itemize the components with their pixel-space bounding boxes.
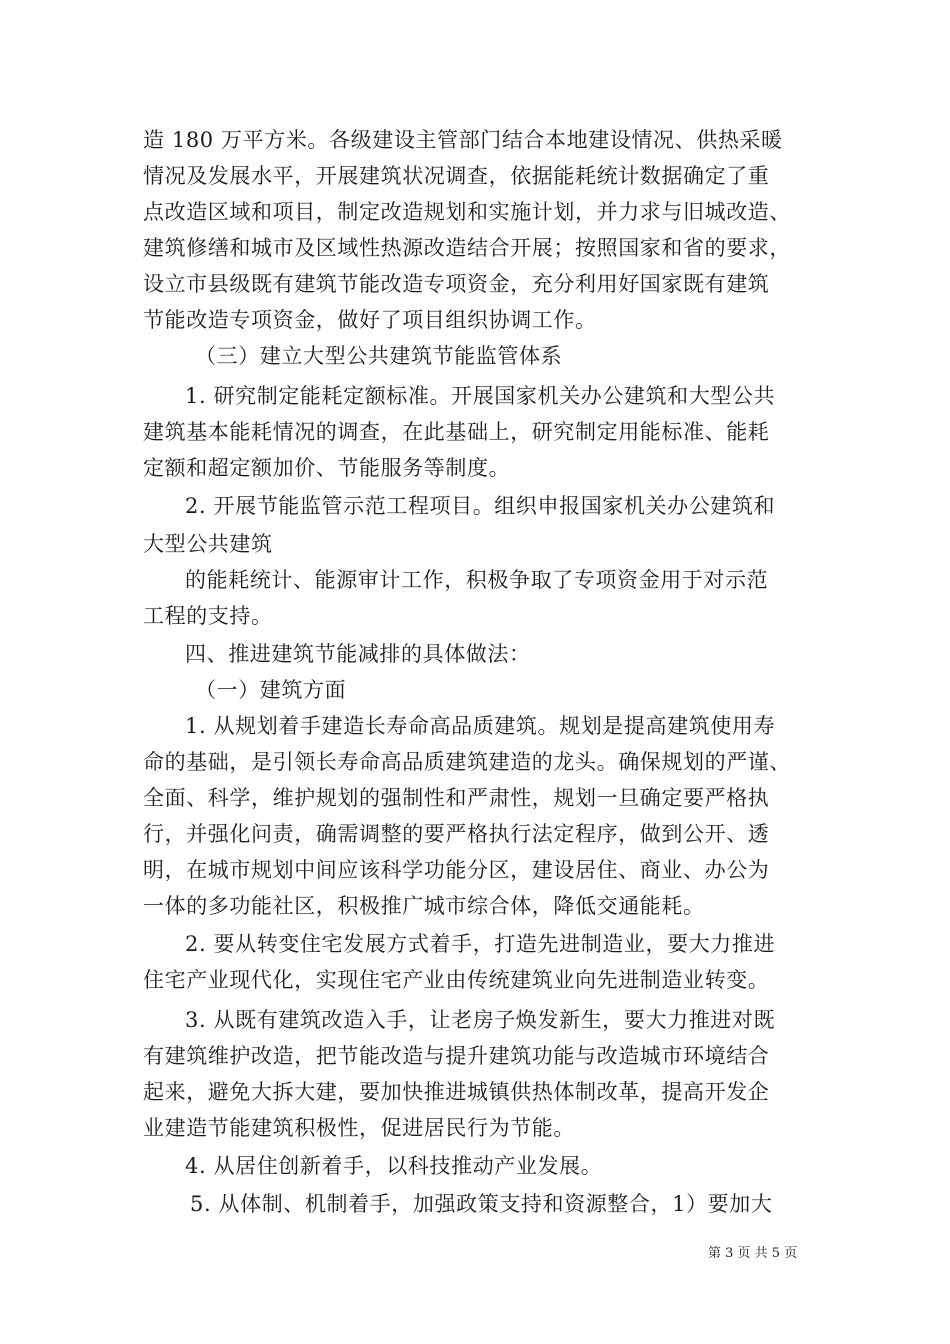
paragraph-line: 建筑修缮和城市及区域性热源改造结合开展；按照国家和省的要求，	[143, 236, 791, 260]
paragraph-line: 明，在城市规划中间应该科学功能分区，建设居住、商业、办公为	[143, 858, 770, 882]
page-number: 第 3 页 共 5 页	[708, 1246, 798, 1261]
paragraph-line: 造 180 万平方米。各级建设主管部门结合本地建设情况、供热采暖	[143, 128, 783, 152]
paragraph-line: 大型公共建筑	[143, 532, 273, 556]
paragraph-line: 命的基础，是引领长寿命高品质建筑建造的龙头。确保规划的严谨、	[143, 750, 791, 774]
paragraph-line: 1. 从规划着手建造长寿命高品质建筑。规划是提高建筑使用寿	[185, 714, 776, 738]
paragraph-line: 住宅产业现代化，实现住宅产业由传统建筑业向先进制造业转变。	[143, 968, 770, 992]
paragraph-line: 节能改造专项资金，做好了项目组织协调工作。	[143, 308, 597, 332]
paragraph-line: 5. 从体制、机制着手，加强政策支持和资源整合，1）要加大	[190, 1192, 773, 1216]
section-heading: 四、推进建筑节能减排的具体做法：	[185, 642, 531, 666]
paragraph-line: 的能耗统计、能源审计工作，积极争取了专项资金用于对示范	[185, 568, 769, 592]
section-heading: （三）建立大型公共建筑节能监管体系	[195, 344, 563, 368]
paragraph-line: 业建造节能建筑积极性，促进居民行为节能。	[143, 1116, 575, 1140]
paragraph-line: 建筑基本能耗情况的调查，在此基础上，研究制定用能标准、能耗	[143, 420, 770, 444]
paragraph-line: 定额和超定额加价、节能服务等制度。	[143, 456, 511, 480]
paragraph-line: 行，并强化问责，确需调整的要严格执行法定程序，做到公开、透	[143, 822, 770, 846]
paragraph-line: 4. 从居住创新着手，以科技推动产业发展。	[185, 1154, 603, 1178]
paragraph-line: 全面、科学，维护规划的强制性和严肃性，规划一旦确定要严格执	[143, 786, 770, 810]
paragraph-line: 点改造区域和项目，制定改造规划和实施计划，并力求与旧城改造、	[143, 200, 791, 224]
paragraph-line: 设立市县级既有建筑节能改造专项资金，充分利用好国家既有建筑	[143, 272, 770, 296]
paragraph-line: 工程的支持。	[143, 604, 273, 628]
paragraph-line: 2. 要从转变住宅发展方式着手，打造先进制造业，要大力推进	[185, 932, 776, 956]
section-heading: （一）建筑方面	[195, 678, 347, 702]
paragraph-line: 3. 从既有建筑改造入手，让老房子焕发新生，要大力推进对既	[185, 1008, 776, 1032]
paragraph-line: 2. 开展节能监管示范工程项目。组织申报国家机关办公建筑和	[185, 494, 776, 518]
paragraph-line: 1. 研究制定能耗定额标准。开展国家机关办公建筑和大型公共	[185, 384, 776, 408]
paragraph-line: 有建筑维护改造，把节能改造与提升建筑功能与改造城市环境结合	[143, 1044, 770, 1068]
paragraph-line: 情况及发展水平，开展建筑状况调查，依据能耗统计数据确定了重	[143, 164, 770, 188]
paragraph-line: 起来，避免大拆大建，要加快推进城镇供热体制改革，提高开发企	[143, 1080, 770, 1104]
paragraph-line: 一体的多功能社区，积极推广城市综合体，降低交通能耗。	[143, 894, 705, 918]
